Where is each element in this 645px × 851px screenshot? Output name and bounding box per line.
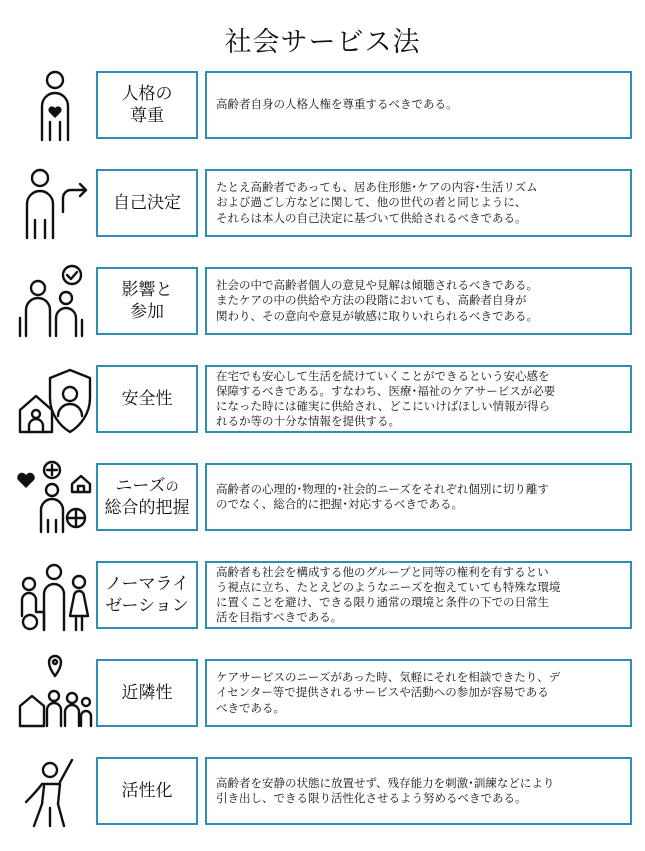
principle-row-safety bbox=[0, 356, 645, 442]
person-turn-arrow-icon bbox=[16, 164, 94, 242]
home-shield-icon bbox=[16, 360, 94, 438]
principle-row-respect bbox=[0, 62, 645, 148]
principle-label: 安全性 bbox=[96, 365, 198, 433]
principle-row-proximity bbox=[0, 650, 645, 736]
principle-row-normalization bbox=[0, 552, 645, 638]
principle-label: ノーマライ ゼーション bbox=[96, 561, 198, 629]
principle-label: 人格の 尊重 bbox=[96, 71, 198, 139]
principle-description: 社会の中で高齢者個人の意見や見解は傾聴されるべきである。 またケアの中の供給や方法の段階においても、高齢者自身が 関わり、その意向や意見が敏感に取りいれられるべきである。 bbox=[205, 267, 632, 335]
principle-description: ケアサービスのニーズがあった時、気軽にそれを相談できたり、デ イセンター等で提供されるサービスや活動への参加が容易である べきである。 bbox=[205, 659, 632, 727]
principle-description: 高齢者を安静の状態に放置せず、残存能力を刺激･訓練などにより 引き出し、できる限り活性化させるよう努めるべきである。 bbox=[205, 757, 632, 825]
principle-label: 影響と 参加 bbox=[96, 267, 198, 335]
principle-description: 高齢者自身の人格人権を尊重するべきである。 bbox=[205, 71, 632, 139]
principle-description: 高齢者も社会を構成する他のグループと同等の権利を有するとい う視点に立ち、たとえどのようなニーズを抱えていても特殊な環境 に置くことを避け、できる限り通常の環境と条件の下での日常生 活を目指すべきである。 bbox=[205, 561, 632, 629]
diverse-people-icon bbox=[16, 556, 94, 634]
page-title: 社会サービス法 bbox=[224, 27, 421, 58]
person-heart-icon bbox=[16, 66, 94, 144]
principle-description: 高齢者の心理的･物理的･社会的ニーズをそれぞれ個別に切り離す のでなく、総合的に把握･対応するべきである。 bbox=[205, 463, 632, 531]
principle-row-influence bbox=[0, 258, 645, 344]
person-needs-icon bbox=[16, 458, 94, 536]
principle-row-needs bbox=[0, 454, 645, 540]
principle-label: ニーズの 総合的把握 bbox=[96, 463, 198, 531]
principle-label: 活性化 bbox=[96, 757, 198, 825]
neighborhood-icon bbox=[16, 654, 94, 732]
principle-label: 近隣性 bbox=[96, 659, 198, 727]
principle-description: 在宅でも安心して生活を続けていくことができるという安心感を 保障するべきである。すなわち、医療･福祉のケアサービスが必要 になった時には確実に供給され、どこにいけばほしい情報が得ら れるか等の十分な情報を提供する。 bbox=[205, 365, 632, 433]
principle-row-activation bbox=[0, 748, 645, 834]
principle-row-self-determination bbox=[0, 160, 645, 246]
principle-label: 自己決定 bbox=[96, 169, 198, 237]
people-check-icon bbox=[16, 262, 94, 340]
principle-description: たとえ高齢者であっても、居あ住形態･ケアの内容･生活リズム および過ごし方などに関して、他の世代の者と同じように、 それらは本人の自己決定に基づいて供給されるべきである。 bbox=[205, 169, 632, 237]
active-person-icon bbox=[16, 752, 94, 830]
